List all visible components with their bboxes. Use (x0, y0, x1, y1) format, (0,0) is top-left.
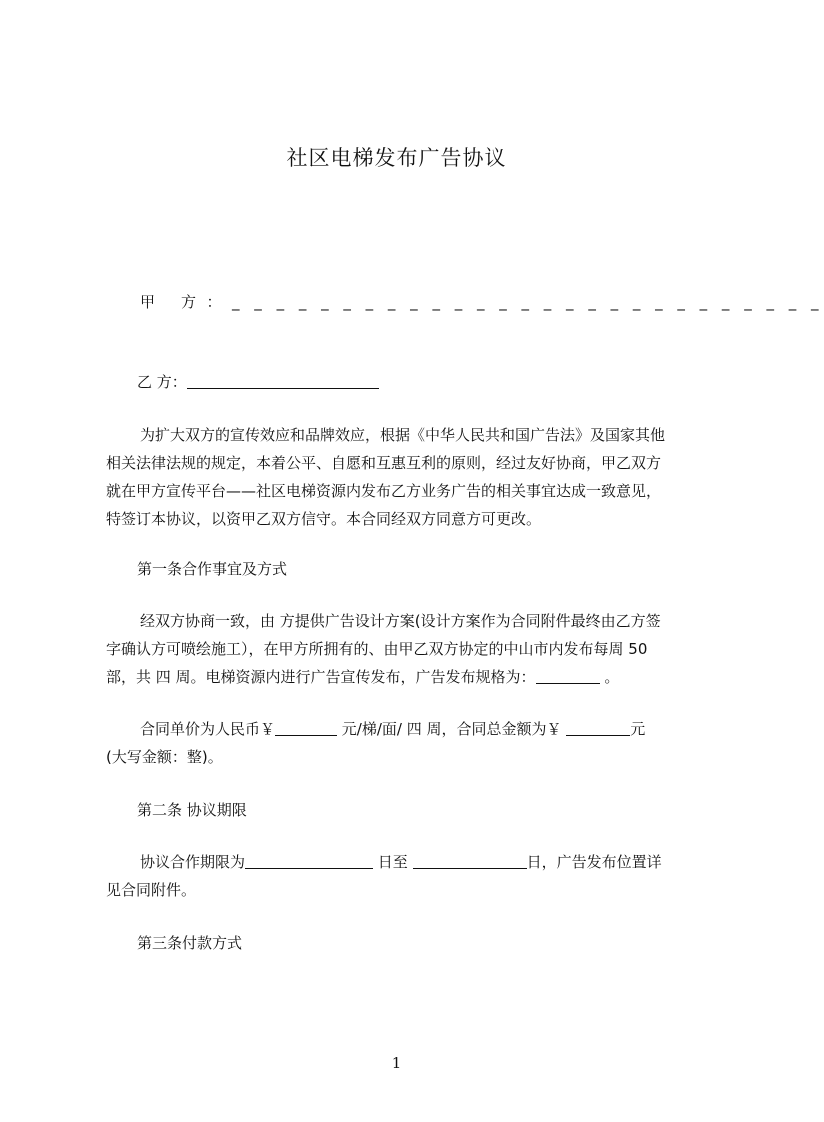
article1-p1-text: 部，共 四 周。电梯资源内进行广告宣传发布，广告发布规格为： (106, 668, 536, 686)
party-a-label-2: 方 (181, 293, 197, 311)
unit-price-blank (275, 721, 337, 736)
page-number: 1 (391, 1054, 402, 1072)
term-label: 协议合作期限为 (140, 853, 246, 871)
total-amount-unit: 元 (630, 720, 646, 738)
unit-price-unit: 元/梯/面/ 四 周，合同总金额为￥ (337, 720, 567, 738)
party-b-label: 乙 方： (137, 373, 187, 391)
party-a-blank: _ _ _ _ _ _ _ _ _ _ _ _ _ _ _ _ _ _ _ _ _ _ _ _ _ _ _ (232, 293, 824, 311)
intro-line-4: 特签订本协议，以资甲乙双方信守。本合同经双方同意方可更改。 (106, 510, 542, 528)
end-date-blank (413, 854, 527, 869)
article1-p1-line-3 (106, 666, 702, 687)
article2-line-1 (140, 851, 702, 872)
article1-p1-line-2: 字确认方可喷绘施工），在甲方所拥有的、由甲乙双方协定的中山市内发布每周 50 (106, 640, 648, 658)
document-title: 社区电梯发布广告协议 (286, 146, 507, 170)
party-b-line (137, 371, 731, 392)
article3-heading: 第三条付款方式 (137, 934, 243, 952)
article1-heading: 第一条合作事宜及方式 (137, 560, 288, 578)
article1-p1-end: 。 (599, 668, 620, 686)
intro-line-1: 为扩大双方的宣传效应和品牌效应，根据《中华人民共和国广告法》及国家其他 (140, 426, 666, 444)
unit-price-label: 合同单价为人民币￥ (140, 720, 276, 738)
intro-line-3: 就在甲方宣传平台——社区电梯资源内发布乙方业务广告的相关事宜达成一致意见， (106, 482, 662, 500)
spec-blank (536, 669, 600, 684)
article1-p2-line-2: (大写金额：整)。 (106, 748, 223, 766)
term-tail: 日，广告发布位置详 (526, 853, 662, 871)
party-a-colon: ： (206, 293, 222, 311)
article1-p1-line-1: 经双方协商一致，由 方提供广告设计方案(设计方案作为合同附件最终由乙方签 (140, 612, 661, 630)
article2-line-2: 见合同附件。 (106, 881, 197, 899)
start-date-blank (245, 854, 373, 869)
article1-p2-line-1 (140, 718, 702, 739)
intro-line-2: 相关法律法规的规定，本着公平、自愿和互惠互利的原则，经过友好协商，甲乙双方 (106, 454, 662, 472)
party-b-blank (187, 374, 379, 389)
total-amount-blank (566, 721, 630, 736)
article2-heading: 第二条 协议期限 (137, 801, 247, 819)
party-a-line (140, 291, 824, 312)
term-to: 日至 (373, 853, 413, 871)
party-a-label-1: 甲 (140, 293, 156, 311)
